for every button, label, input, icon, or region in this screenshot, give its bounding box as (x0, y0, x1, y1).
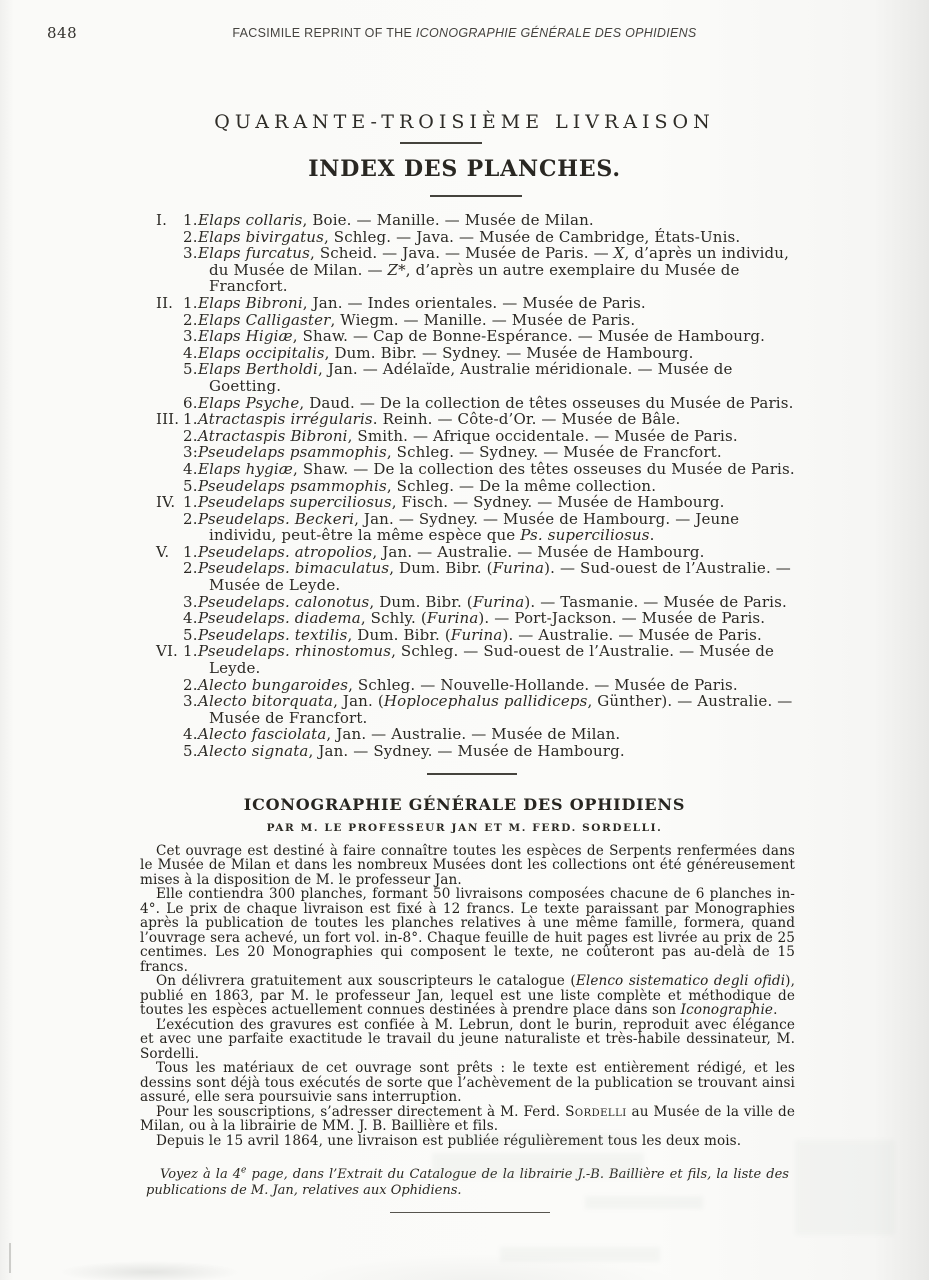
plate-entry (156, 295, 797, 312)
plate-entry (156, 461, 797, 478)
plate-entry (156, 560, 797, 593)
plate-entry-number: 4. (183, 343, 198, 362)
plate-entry-number: 5. (183, 360, 198, 379)
facsimile-header (0, 26, 929, 40)
plate-entry (156, 212, 797, 229)
plate-section-roman: VI. (156, 642, 178, 661)
plate-entry-number: 2. (183, 675, 198, 694)
plate-entry-number: 2. (183, 426, 198, 445)
plate-section-roman: V. (156, 542, 170, 561)
plate-entry-number: 3. (183, 592, 198, 611)
plate-entry (156, 594, 797, 611)
plate-entry (156, 395, 797, 412)
plate-index-list (156, 212, 797, 760)
plate-entry (156, 693, 797, 726)
plate-entry-number: 5. (183, 742, 198, 760)
plate-entry (156, 511, 797, 544)
bleedthrough-artifact (432, 1153, 644, 1178)
plate-entry-number: 2. (183, 559, 198, 578)
plate-entry-number: 2. (183, 227, 198, 246)
plate-entry-number: 1. (183, 293, 198, 312)
plate-entry (156, 627, 797, 644)
index-divider (430, 195, 522, 197)
prospectus-paragraph: Cet ouvrage est destiné à faire connaître toutes les espèces de Serpents renfermées dans le Musée de Milan et dans les nombreux Musées dont les collections ont été généreusement mises à la disposition de M. le professeur Jan. (140, 842, 795, 888)
plate-section-roman: III. (156, 410, 180, 429)
prospectus-paragraph: Elle contiendra 300 planches, formant 50 livraisons composées chacune de 6 planches in-4°. Le prix de chaque livraison est fixé à 12 francs. Le texte paraissant par Monographies après la publication de toutes les planches relatives à une même famille, formera, quand l’ouvrage sera achevé, un fort vol. in-8°. Chaque feuille de huit pages est livrée au prix de 25 centimes. Les 20 Monographies qui composent le texte, ne coûteront pas au-delà de 15 francs. (140, 886, 795, 975)
bleedthrough-artifact (795, 1140, 895, 1235)
plate-entry-number: 1. (183, 642, 198, 661)
plate-entry-number: 2. (183, 509, 198, 528)
plate-entry-text: Elaps Bibroni, Jan. — Indes orientales. — Musée de Paris. (198, 293, 646, 312)
footnote-text: Voyez à la 4e page, dans l’Extrait du Catalogue de la librairie J.-B. Baillière et fils, la liste des publications de M. Jan, relatives aux Ophidiens. (146, 1165, 789, 1198)
plate-entry-text: Alecto fasciolata, Jan. — Australie. — Musée de Milan. (198, 725, 621, 744)
plate-section-roman: I. (156, 211, 167, 229)
plate-entry-number: 4. (183, 459, 198, 478)
plate-entry-number: 3. (183, 692, 198, 711)
plate-entry-text: Pseudelaps. Beckeri, Jan. — Sydney. — Musée de Hambourg. — Jeune individu, peut-être la même espèce que Ps. superciliosus. (198, 509, 740, 545)
plate-entry (156, 444, 797, 461)
plate-entry (156, 361, 797, 394)
plate-entry (156, 312, 797, 329)
plate-entry-number: 4. (183, 609, 198, 628)
section-divider (427, 773, 517, 775)
bottom-divider (390, 1212, 550, 1213)
index-des-planches-title: INDEX DES PLANCHES. (308, 156, 621, 182)
facsimile-header-book-title: ICONOGRAPHIE GÉNÉRALE DES OPHIDIENS (415, 26, 697, 40)
plate-entry (156, 726, 797, 743)
plate-entry-number: 2. (183, 310, 198, 329)
plate-entry-text: Pseudelaps psammophis, Schleg. — Sydney. — Musée de Francfort. (198, 443, 722, 462)
prospectus-paragraph: On délivrera gratuitement aux souscripteurs le catalogue (Elenco sistematico degli ofidi), publié en 1863, par M. le professeur Jan, lequel est une liste complète et méthodique de toutes les espèces actuellement connues destinées à prendre place dans son Iconographie. (140, 973, 795, 1019)
page-number: 848 (47, 24, 78, 42)
plate-entry-text: Elaps Psyche, Daud. — De la collection de têtes osseuses du Musée de Paris. (198, 393, 794, 412)
plate-entry-text: Pseudelaps. atropolios, Jan. — Australie. — Musée de Hambourg. (198, 542, 705, 561)
plate-entry (156, 643, 797, 676)
plate-entry (156, 610, 797, 627)
plate-entry-text: Elaps bivirgatus, Schleg. — Java. — Musée de Cambridge, États-Unis. (198, 227, 741, 246)
plate-entry-text: Elaps Higiæ, Shaw. — Cap de Bonne-Espérance. — Musée de Hambourg. (198, 327, 766, 346)
plate-entry-text: Pseudelaps. calonotus, Dum. Bibr. (Furina). — Tasmanie. — Musée de Paris. (198, 592, 787, 611)
plate-section-roman: IV. (156, 493, 176, 512)
plate-entry-number: 6. (183, 393, 198, 412)
plate-entry-text: Elaps furcatus, Scheid. — Java. — Musée de Paris. — X, d’après un individu, du Musée de Milan. — Z*, d’après un autre exemplaire du Musée de Francfort. (198, 244, 789, 296)
plate-entry (156, 428, 797, 445)
plate-entry (156, 411, 797, 428)
plate-entry-text: Elaps Bertholdi, Jan. — Adélaïde, Australie méridionale. — Musée de Goetting. (198, 360, 733, 395)
plate-entry (156, 345, 797, 362)
title-divider (400, 142, 482, 144)
plate-entry-number: 3: (183, 443, 198, 462)
plate-entry-text: Pseudelaps. diadema, Schly. (Furina). — Port-Jackson. — Musée de Paris. (198, 609, 766, 628)
running-header (0, 0, 929, 44)
bleedthrough-artifact (455, 1133, 625, 1145)
plate-entry (156, 245, 797, 295)
plate-entry (156, 677, 797, 694)
plate-entry-number: 3. (183, 244, 198, 263)
plate-entry-text: Elaps Calligaster, Wiegm. — Manille. — Musée de Paris. (198, 310, 636, 329)
prospectus-paragraph: Depuis le 15 avril 1864, une livraison est publiée régulièrement tous les deux mois. (156, 1132, 742, 1149)
plate-entry-text: Atractaspis Bibroni, Smith. — Afrique occidentale. — Musée de Paris. (198, 426, 738, 445)
plate-entry-text: Alecto bitorquata, Jan. (Hoplocephalus pallidiceps, Günther). — Australie. — Musée de Francfort. (198, 692, 793, 727)
plate-section-roman: II. (156, 293, 174, 312)
prospectus-byline: PAR M. LE PROFESSEUR JAN ET M. FERD. SORDELLI. (266, 821, 663, 834)
plate-entry (156, 328, 797, 345)
plate-entry-text: Elaps hygiæ, Shaw. — De la collection des têtes osseuses du Musée de Paris. (198, 459, 795, 478)
plate-entry (156, 478, 797, 495)
prospectus-paragraph: Pour les souscriptions, s’adresser directement à M. Ferd. Sordelli au Musée de la ville de Milan, ou à la librairie de MM. J. B. Baillière et fils. (140, 1103, 796, 1135)
plate-entry-number: 1. (183, 410, 198, 429)
plate-entry-text: Pseudelaps. bimaculatus, Dum. Bibr. (Furina). — Sud-ouest de l’Australie. — Musée de Leyde. (198, 559, 791, 595)
plate-entry-text: Pseudelaps. rhinostomus, Schleg. — Sud-ouest de l’Australie. — Musée de Leyde. (198, 642, 775, 678)
plate-entry-text: Pseudelaps. textilis, Dum. Bibr. (Furina). — Australie. — Musée de Paris. (198, 625, 762, 644)
plate-entry-number: 4. (183, 725, 198, 744)
facsimile-header-prefix: FACSIMILE REPRINT OF THE (232, 26, 416, 40)
plate-entry-text: Elaps occipitalis, Dum. Bibr. — Sydney. — Musée de Hambourg. (198, 343, 694, 362)
plate-entry-number: 1. (183, 542, 198, 561)
plate-entry-text: Elaps collaris, Boie. — Manille. — Musée de Milan. (198, 211, 594, 229)
plate-entry-text: Alecto signata, Jan. — Sydney. — Musée de Hambourg. (198, 742, 625, 760)
prospectus-paragraph: Tous les matériaux de cet ouvrage sont prêts : le texte est entièrement rédigé, et les dessins sont déjà tous exécutés de sorte que l’achèvement de la publication se trouvant ainsi assuré, elle sera poursuivie sans interruption. (140, 1060, 795, 1106)
plate-entry (156, 544, 797, 561)
plate-entry-number: 1. (183, 493, 198, 512)
bleedthrough-artifact (585, 1196, 703, 1209)
bleedthrough-artifact (500, 1247, 660, 1262)
plate-entry-number: 3. (183, 327, 198, 346)
plate-entry-text: Pseudelaps psammophis, Schleg. — De la même collection. (198, 476, 657, 495)
plate-entry-text: Pseudelaps superciliosus, Fisch. — Sydney. — Musée de Hambourg. (198, 493, 725, 512)
scan-edge-artifact (9, 1243, 11, 1273)
prospectus-paragraph: L’exécution des gravures est confiée à M. Lebrun, dont le burin, reproduit avec élégance et avec une parfaite exactitude le travail du jeune naturaliste et très-habile dessinateur, M. Sordelli. (140, 1016, 795, 1062)
prospectus-text (140, 844, 795, 1149)
plate-entry (156, 229, 797, 246)
plate-entry-number: 1. (183, 211, 198, 229)
plate-entry-number: 5. (183, 625, 198, 644)
plate-entry-text: Atractaspis irrégularis. Reinh. — Côte-d’Or. — Musée de Bâle. (198, 410, 681, 429)
livraison-title: QUARANTE-TROISIÈME LIVRAISON (214, 111, 715, 133)
plate-entry-number: 5. (183, 476, 198, 495)
plate-entry-text: Alecto bungaroides, Schleg. — Nouvelle-Hollande. — Musée de Paris. (198, 675, 738, 694)
plate-entry (156, 494, 797, 511)
plate-entry (156, 743, 797, 760)
prospectus-heading: ICONOGRAPHIE GÉNÉRALE DES OPHIDIENS (243, 794, 686, 814)
